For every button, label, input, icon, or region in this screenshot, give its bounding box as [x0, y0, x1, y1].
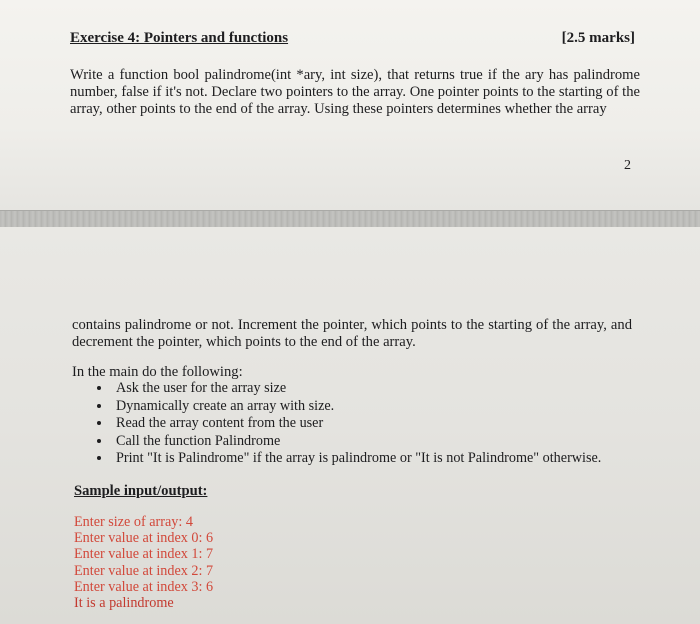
step-item: • Ask the user for the array size: [112, 380, 652, 398]
step-item: • Call the function Palindrome: [112, 433, 652, 451]
sample-line: Enter size of array: 4: [74, 514, 193, 530]
exercise-title: Exercise 4: Pointers and functions: [70, 30, 289, 46]
problem-description-continued: contains palindrome or not. Increment the pointer, which points to the starting of the array, and decrement the pointer, which points to the end of the array.: [72, 317, 632, 350]
sample-heading: Sample input/output:: [74, 483, 208, 499]
step-item: • Read the array content from the user: [112, 415, 652, 433]
step-item: • Dynamically create an array with size.: [112, 398, 652, 416]
page-separator: [0, 210, 700, 228]
exercise-marks: [2.5 marks]: [561, 30, 635, 46]
page-number: 2: [624, 158, 631, 173]
sample-line: Enter value at index 3: 6: [74, 578, 214, 595]
sample-output: [74, 514, 213, 611]
sample-line: It is a palindrome: [74, 595, 174, 612]
sample-line: Enter value at index 2: 7: [74, 562, 214, 579]
exercise-heading: [70, 30, 635, 47]
problem-description: Write a function bool palindrome(int *ary, int size), that returns true if the ary has palindrome number, false if it's not. Declare two pointers to the array. One pointer points to the starting of the array, other points to the end of the array. Using these pointers determines whether the array: [70, 67, 640, 117]
sample-line: Enter value at index 1: 7: [74, 546, 214, 563]
main-steps-list: [90, 380, 652, 468]
sample-line: Enter value at index 0: 6: [74, 530, 214, 547]
step-item: • Print "It is Palindrome" if the array is palindrome or "It is not Palindrome" otherwise.: [112, 450, 652, 468]
main-instructions-intro: In the main do the following:: [72, 364, 243, 380]
